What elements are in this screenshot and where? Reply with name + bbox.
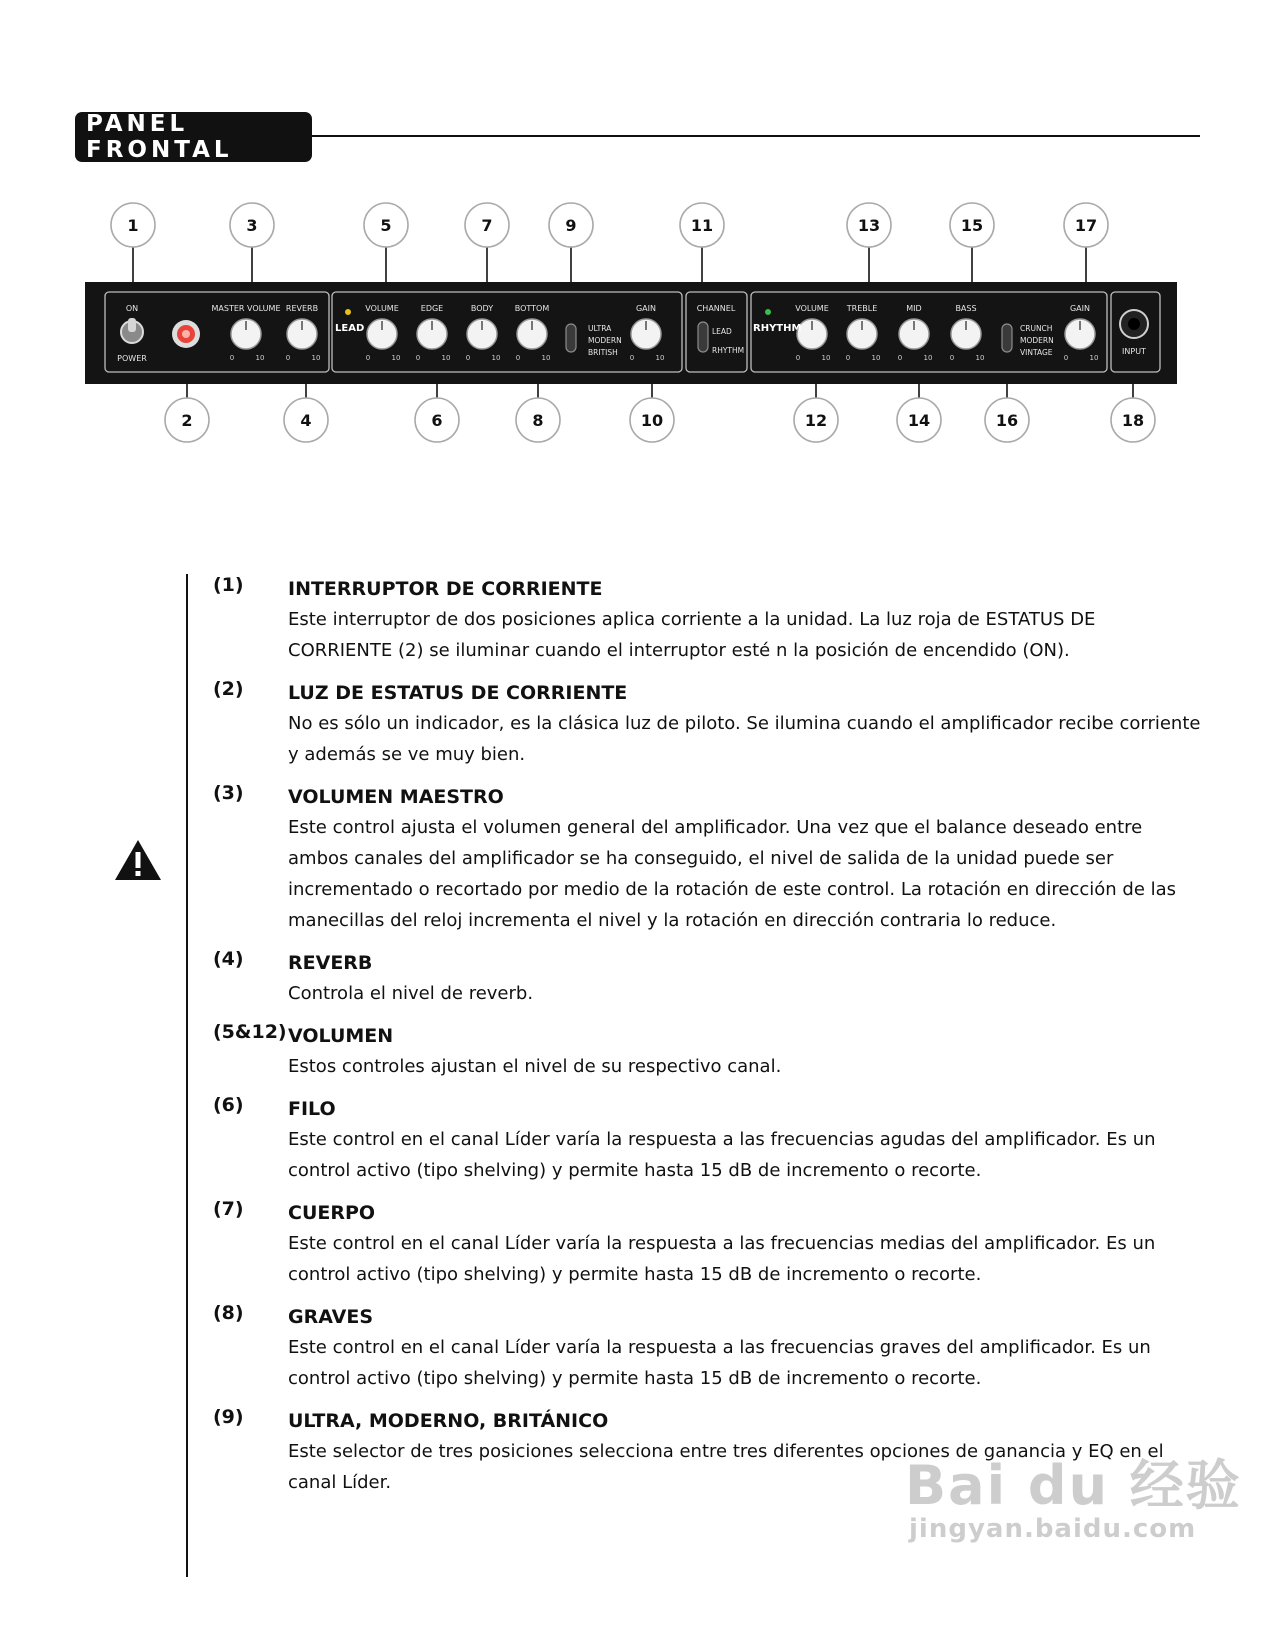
warning-icon	[113, 838, 163, 882]
section-header	[75, 112, 312, 162]
rhythm-voice-toggle	[1002, 324, 1012, 352]
entry-title: REVERB	[288, 952, 373, 974]
knob-scale-label: 10	[255, 354, 265, 362]
callout-number: 11	[690, 216, 714, 235]
entry-title: VOLUMEN	[288, 1025, 394, 1047]
entry-title: CUERPO	[288, 1202, 376, 1224]
callout-number: 6	[431, 411, 443, 430]
label-power: POWER	[117, 354, 147, 363]
callout-number: 7	[481, 216, 493, 235]
label-edge: EDGE	[420, 304, 444, 313]
label-rhythm-channel: RHYTHM	[753, 323, 802, 334]
label-channel-rhythm: RHYTHM	[712, 346, 745, 355]
callout-number: 16	[995, 411, 1019, 430]
entry	[213, 1094, 1203, 1186]
entry-description: Este control en el canal Líder varía la respuesta a las frecuencias graves del amplificador. Es un control activo (tipo shelving) y permite hasta 15 dB de incremento o recorte.	[288, 1337, 1151, 1389]
entry-number: (7)	[213, 1198, 244, 1220]
knob-scale-label: 10	[1089, 354, 1099, 362]
header-rule	[312, 135, 1200, 137]
knob-scale-label: 0	[229, 354, 235, 362]
rhythm-led	[765, 309, 771, 315]
knob-scale-label: 10	[491, 354, 501, 362]
knob-scale-label: 0	[1063, 354, 1069, 362]
section-title: PANEL FRONTAL	[86, 111, 233, 163]
callout-number: 12	[804, 411, 828, 430]
knob-scale-label: 10	[541, 354, 551, 362]
entry	[213, 1302, 1203, 1394]
label-master-volume: MASTER VOLUME	[211, 304, 281, 313]
callout-number: 17	[1074, 216, 1098, 235]
callout-number: 1	[127, 216, 139, 235]
callout-number: 3	[246, 216, 258, 235]
callout-number: 8	[532, 411, 544, 430]
label-ultra: ULTRA	[588, 324, 612, 333]
label-modern: MODERN	[588, 336, 622, 345]
entry-title: GRAVES	[288, 1306, 374, 1328]
entry-title: VOLUMEN MAESTRO	[288, 786, 504, 808]
entry-description: Este control en el canal Líder varía la respuesta a las frecuencias agudas del amplificador. Es un control activo (tipo shelving) y permite hasta 15 dB de incremento o recorte.	[288, 1129, 1156, 1181]
knob-scale-label: 10	[975, 354, 985, 362]
callout-number: 5	[380, 216, 392, 235]
entry-description: No es sólo un indicador, es la clásica luz de piloto. Se ilumina cuando el amplificador recibe corriente y además se ve muy bien.	[288, 713, 1201, 765]
label-rhythm-modern: MODERN	[1020, 336, 1054, 345]
label-lead-gain: GAIN	[635, 304, 657, 313]
entry-number: (6)	[213, 1094, 244, 1116]
label-vintage: VINTAGE	[1020, 348, 1053, 357]
watermark-url: jingyan.baidu.com	[909, 1514, 1197, 1544]
knob-scale-label: 0	[415, 354, 421, 362]
knob-scale-label: 0	[285, 354, 291, 362]
label-on: ON	[125, 304, 139, 313]
watermark	[905, 1454, 1242, 1544]
lead-voice-toggle	[566, 324, 576, 352]
label-channel-lead: LEAD	[712, 327, 732, 336]
power-lamp-highlight	[182, 330, 190, 338]
entry-description: Estos controles ajustan el nivel de su respectivo canal.	[288, 1056, 782, 1077]
entry-number: (3)	[213, 782, 244, 804]
callout-number: 18	[1121, 411, 1145, 430]
label-bottom: BOTTOM	[514, 304, 550, 313]
entry	[213, 782, 1203, 936]
entry-number: (8)	[213, 1302, 244, 1324]
label-mid: MID	[906, 304, 922, 313]
entry	[213, 1021, 1203, 1082]
knob-scale-label: 0	[845, 354, 851, 362]
label-lead-channel: LEAD	[335, 323, 365, 334]
lead-led	[345, 309, 351, 315]
knob-scale-label: 0	[465, 354, 471, 362]
entry-title: FILO	[288, 1098, 336, 1120]
callout-number: 14	[907, 411, 931, 430]
channel-toggle	[698, 322, 708, 352]
label-reverb: REVERB	[285, 304, 319, 313]
knob-scale-label: 10	[311, 354, 321, 362]
entry-number: (9)	[213, 1406, 244, 1428]
label-bass: BASS	[955, 304, 977, 313]
knob-scale-label: 0	[365, 354, 371, 362]
entry-title: ULTRA, MODERNO, BRITÁNICO	[288, 1410, 609, 1432]
knob-scale-label: 10	[391, 354, 401, 362]
knob-scale-label: 0	[629, 354, 635, 362]
knob-scale-label: 10	[871, 354, 881, 362]
entry-title: LUZ DE ESTATUS DE CORRIENTE	[288, 682, 628, 704]
entry-number: (5&12)	[213, 1021, 287, 1043]
knob-scale-label: 0	[515, 354, 521, 362]
label-body: BODY	[470, 304, 494, 313]
label-treble: TREBLE	[846, 304, 878, 313]
label-rhythm-volume: VOLUME	[795, 304, 829, 313]
label-input: INPUT	[1122, 347, 1146, 356]
callout-number: 10	[640, 411, 664, 430]
label-channel: CHANNEL	[696, 304, 736, 313]
entry	[213, 948, 1203, 1009]
callout-number: 15	[960, 216, 984, 235]
knob-scale-label: 10	[655, 354, 665, 362]
amp-front-panel-diagram	[0, 200, 1275, 470]
label-lead-volume: VOLUME	[365, 304, 399, 313]
entry	[213, 1198, 1203, 1290]
entry-description: Controla el nivel de reverb.	[288, 983, 534, 1004]
entry-description: Este control ajusta el volumen general del amplificador. Una vez que el balance deseado entre ambos canales del amplificador se ha conseguido, el nivel de salida de la unidad puede ser incrementado o recortado por medio de la rotación de este control. La rotación en dirección de las manecillas del reloj incrementa el nivel y la rotación en dirección contraria lo reduce.	[288, 817, 1177, 931]
entry	[213, 678, 1203, 770]
entry	[213, 574, 1203, 666]
entry-number: (4)	[213, 948, 244, 970]
description-list	[213, 574, 1203, 1510]
label-british: BRITISH	[588, 348, 618, 357]
callout-number: 4	[300, 411, 312, 430]
callout-number: 2	[181, 411, 193, 430]
entry-number: (1)	[213, 574, 244, 596]
label-rhythm-gain: GAIN	[1069, 304, 1091, 313]
knob-scale-label: 0	[949, 354, 955, 362]
entry-number: (2)	[213, 678, 244, 700]
knob-scale-label: 10	[923, 354, 933, 362]
label-crunch: CRUNCH	[1020, 324, 1053, 333]
callout-number: 9	[565, 216, 577, 235]
entry-description: Este control en el canal Líder varía la respuesta a las frecuencias medias del amplificador. Es un control activo (tipo shelving) y permite hasta 15 dB de incremento o recorte.	[288, 1233, 1156, 1285]
callout-number: 13	[857, 216, 881, 235]
knob-scale-label: 0	[897, 354, 903, 362]
knob-scale-label: 10	[821, 354, 831, 362]
entry-description: Este selector de tres posiciones selecciona entre tres diferentes opciones de ganancia y EQ en el canal Líder.	[288, 1441, 1164, 1493]
knob-scale-label: 0	[795, 354, 801, 362]
entry-description: Este interruptor de dos posiciones aplica corriente a la unidad. La luz roja de ESTATUS DE CORRIENTE (2) se iluminar cuando el interruptor esté n la posición de encendido (ON).	[288, 609, 1096, 661]
watermark-brand: Bai du 经验	[905, 1454, 1242, 1517]
entry-title: INTERRUPTOR DE CORRIENTE	[288, 578, 603, 600]
power-toggle-lever	[128, 318, 136, 332]
knob-scale-label: 10	[441, 354, 451, 362]
margin-rule	[186, 574, 188, 1577]
input-jack-hole	[1128, 318, 1140, 330]
